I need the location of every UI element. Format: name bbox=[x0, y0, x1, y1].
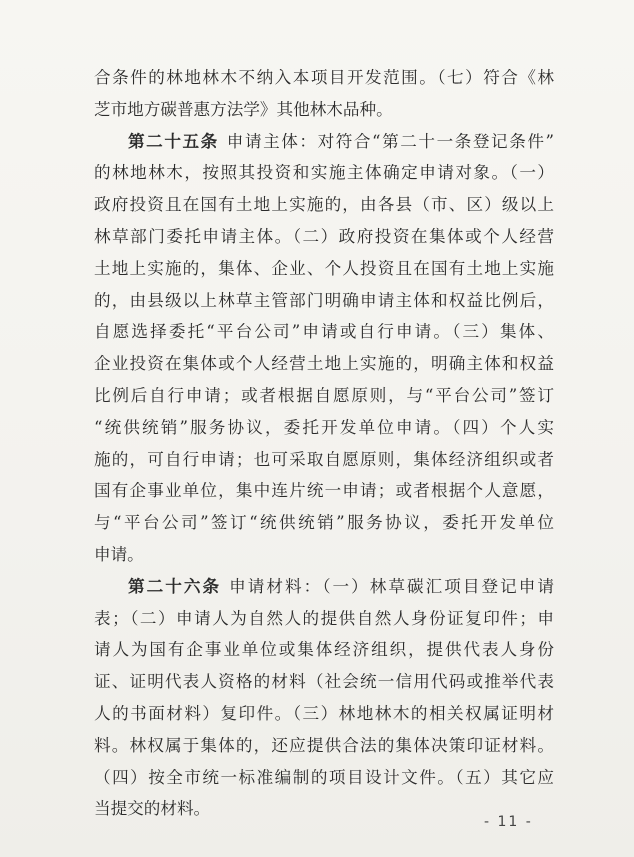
text-line: 政府投资且在国有土地上实施的，由各县（市、区）级以上 bbox=[94, 195, 554, 215]
text-line: 的，由县级以上林草主管部门明确申请主体和权益比例后， bbox=[94, 290, 554, 310]
text-line: 人的书面材料）复印件。（三）林地林木的相关权属证明材 bbox=[94, 703, 554, 723]
text-segment: 申请材料：（一）林草碳汇项目登记申请 bbox=[229, 576, 555, 596]
text-line: （四）按全市统一标准编制的项目设计文件。（五）其它应 bbox=[94, 767, 554, 787]
text-line: 芝市地方碳普惠方法学》其他林木品种。 bbox=[94, 99, 393, 119]
text-line: 企业投资在集体或个人经营土地上实施的，明确主体和权益 bbox=[94, 354, 554, 374]
article-25-first-line bbox=[94, 126, 554, 158]
text-line: 的林地林木，按照其投资和实施主体确定申请对象。（一） bbox=[94, 163, 554, 183]
text-line: 国有企事业单位，集中连片统一申请；或者根据个人意愿， bbox=[94, 481, 554, 501]
text-line: 施的，可自行申请；也可采取自愿原则，集体经济组织或者 bbox=[94, 449, 554, 469]
text-line: 比例后自行申请；或者根据自愿原则，与“平台公司”签订 bbox=[94, 385, 554, 405]
page-number: - 11 - bbox=[484, 814, 533, 830]
document-body bbox=[94, 62, 554, 825]
text-line: 申请。 bbox=[94, 544, 144, 564]
text-line: 与“平台公司”签订“统供统销”服务协议，委托开发单位 bbox=[94, 513, 554, 533]
article-26-first-line bbox=[94, 571, 554, 603]
text-line: 自愿选择委托“平台公司”申请或自行申请。（三）集体、 bbox=[94, 322, 554, 342]
text-line: 土地上实施的，集体、企业、个人投资且在国有土地上实施 bbox=[94, 258, 554, 278]
text-line: 合条件的林地林木不纳入本项目开发范围。（七）符合《林 bbox=[94, 68, 554, 87]
text-line: 料。林权属于集体的，还应提供合法的集体决策印证材料。 bbox=[94, 735, 554, 755]
text-line: 请人为国有企事业单位或集体经济组织，提供代表人身份 bbox=[94, 640, 554, 660]
text-line: 表；（二）申请人为自然人的提供自然人身份证复印件；申 bbox=[94, 608, 554, 628]
text-line: 林草部门委托申请主体。（二）政府投资在集体或个人经营 bbox=[94, 226, 554, 246]
article-25-title: 第二十五条 bbox=[128, 131, 219, 151]
text-line: “统供统销”服务协议，委托开发单位申请。（四）个人实 bbox=[94, 417, 554, 437]
text-segment: 申请主体：对符合“第二十一条登记条件” bbox=[226, 131, 555, 151]
article-26-title: 第二十六条 bbox=[128, 576, 222, 596]
text-line: 当提交的材料。 bbox=[94, 799, 211, 819]
text-line: 证、证明代表人资格的材料（社会统一信用代码或推举代表 bbox=[94, 672, 554, 692]
